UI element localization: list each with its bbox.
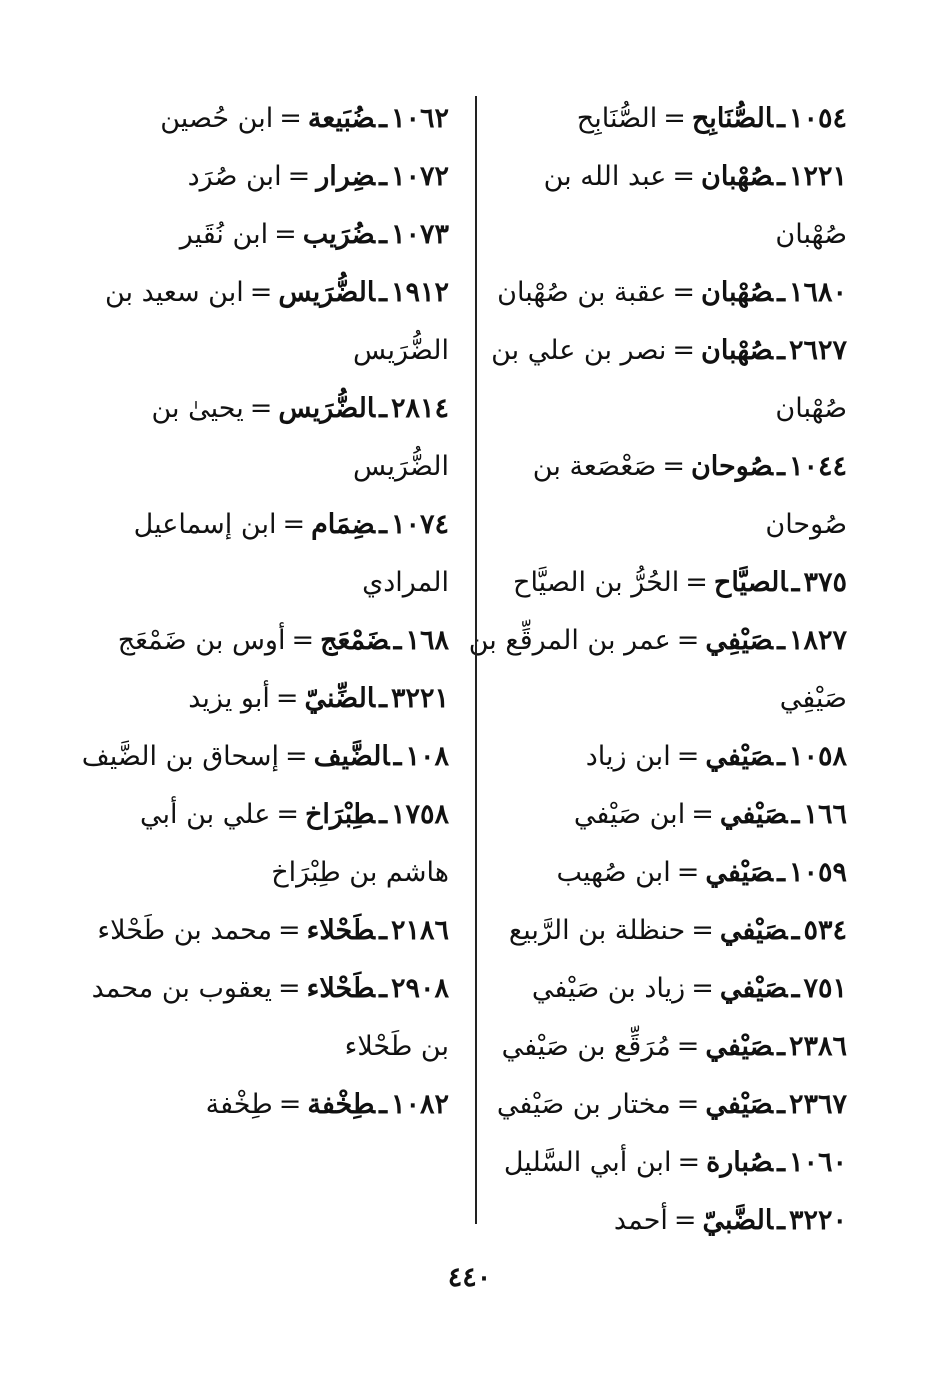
index-entry	[467, 148, 847, 264]
entry-full-name: مختار بن صَيْفي	[496, 1089, 671, 1120]
entry-headword: صَيْفي	[719, 799, 788, 830]
entry-dash: ـ	[777, 277, 785, 308]
index-entry	[467, 438, 847, 554]
entry-headword: الضَّيف	[313, 741, 390, 772]
entry-number: ٢٦٢٧	[788, 335, 847, 366]
entry-headword: صَيْفي	[705, 1031, 774, 1062]
index-entry	[467, 844, 847, 902]
entry-headword: صُهْبان	[701, 161, 774, 192]
entry-number: ٢٣٨٦	[788, 1031, 847, 1062]
entry-headword: صُبارة	[706, 1147, 774, 1178]
index-entry	[69, 960, 449, 1076]
index-entry	[69, 496, 449, 612]
entry-equals: =	[278, 973, 301, 1004]
entry-full-name: الصُّنَابِح	[576, 103, 658, 134]
entry-equals: =	[676, 1089, 700, 1120]
index-entry	[69, 786, 449, 902]
index-column-left	[69, 90, 449, 1134]
index-entry	[467, 902, 847, 960]
entry-full-name: محمد بن طَحْلاء	[97, 915, 273, 946]
entry-number: ١٠٥٩	[788, 857, 847, 888]
entry-dash: ـ	[379, 219, 387, 250]
entry-dash: ـ	[777, 857, 785, 888]
index-entry	[69, 380, 449, 496]
entry-full-name: ابن صُرَد	[187, 161, 282, 192]
entry-full-name: عبد الله بن صُهْبان	[543, 161, 847, 250]
entry-equals: =	[673, 1205, 697, 1236]
entry-headword: ضَمْعَج	[320, 625, 390, 656]
entry-dash: ـ	[777, 1147, 785, 1178]
entry-full-name: يعقوب بن محمد بن طَحْلاء	[91, 973, 449, 1062]
entry-dash: ـ	[379, 683, 387, 714]
index-entry	[69, 612, 449, 670]
entry-number: ١٧٥٨	[390, 799, 449, 830]
entry-headword: الضَّبيّ	[702, 1205, 774, 1236]
index-entry	[467, 554, 847, 612]
entry-dash: ـ	[791, 799, 800, 830]
entry-headword: صَيْفي	[705, 1089, 774, 1120]
entry-headword: الصيَّاح	[713, 567, 788, 598]
entry-equals: =	[691, 799, 714, 830]
entry-number: ١٠٦٢	[390, 103, 449, 134]
entry-headword: صَيْفي	[705, 857, 774, 888]
entry-dash: ـ	[393, 625, 402, 656]
entry-number: ١٠٥٤	[788, 103, 847, 134]
entry-number: ١٦٨	[405, 625, 449, 656]
entry-number: ٣٢٢١	[390, 683, 449, 714]
entry-equals: =	[691, 973, 714, 1004]
entry-dash: ـ	[777, 1089, 785, 1120]
entry-headword: الضُّرَيس	[278, 277, 376, 308]
entry-equals: =	[662, 451, 685, 482]
entry-headword: صَيْفي	[719, 915, 788, 946]
entry-headword: الضِّنيّ	[304, 683, 376, 714]
entry-full-name: صَعْصَعة بن صُوحان	[532, 451, 847, 540]
entry-equals: =	[672, 335, 695, 366]
entry-full-name: إسحاق بن الضَّيف	[81, 741, 279, 772]
entry-dash: ـ	[379, 509, 387, 540]
entry-equals: =	[677, 1147, 701, 1178]
entry-number: ١٠٦٠	[788, 1147, 847, 1178]
entry-full-name: نصر بن علي بن صُهْبان	[491, 335, 847, 424]
entry-headword: صُهْبان	[701, 335, 774, 366]
entry-dash: ـ	[379, 973, 387, 1004]
entry-headword: صَيْفِي	[705, 625, 774, 656]
entry-full-name: حنظلة بن الرَّبيع	[508, 915, 686, 946]
entry-dash: ـ	[379, 393, 387, 424]
entry-equals: =	[291, 625, 315, 656]
entry-number: ٣٧٥	[803, 567, 847, 598]
entry-number: ٧٥١	[803, 973, 847, 1004]
entry-equals: =	[685, 567, 708, 598]
entry-headword: ضِمَام	[311, 509, 376, 540]
entry-equals: =	[672, 161, 695, 192]
entry-full-name: زياد بن صَيْفي	[531, 973, 686, 1004]
entry-number: ٢١٨٦	[390, 915, 449, 946]
index-entry	[467, 1076, 847, 1134]
entry-full-name: طِخْفة	[205, 1089, 273, 1120]
entry-full-name: مُرَقِّع بن صَيْفي	[501, 1031, 671, 1062]
entry-full-name: ابن نُقَير	[179, 219, 269, 250]
index-entry	[467, 960, 847, 1018]
entry-number: ١٠٥٨	[788, 741, 847, 772]
entry-number: ٥٣٤	[803, 915, 847, 946]
entry-equals: =	[249, 277, 273, 308]
page-number: ٤٤٠	[447, 1262, 492, 1293]
entry-full-name: ابن أبي السَّليل	[503, 1147, 672, 1178]
entry-full-name: ابن صُهيب	[556, 857, 671, 888]
entry-headword: طَحْلاء	[306, 915, 376, 946]
entry-number: ١٨٢٧	[788, 625, 847, 656]
entry-full-name: عقبة بن صُهْبان	[497, 277, 667, 308]
entry-equals: =	[672, 277, 695, 308]
entry-dash: ـ	[777, 103, 785, 134]
entry-headword: طِخْفة	[307, 1089, 376, 1120]
index-entry	[467, 1018, 847, 1076]
entry-equals: =	[287, 161, 311, 192]
entry-number: ١٠٧٤	[390, 509, 449, 540]
entry-number: ١٦٦	[803, 799, 847, 830]
entry-dash: ـ	[379, 277, 387, 308]
entry-dash: ـ	[777, 161, 785, 192]
index-entry	[69, 1076, 449, 1134]
index-entry	[467, 1192, 847, 1250]
entry-equals: =	[276, 799, 299, 830]
entry-number: ١٠٧٢	[390, 161, 449, 192]
entry-headword: صَيْفي	[719, 973, 788, 1004]
entry-number: ١٠٤٤	[788, 451, 847, 482]
entry-equals: =	[279, 103, 302, 134]
entry-dash: ـ	[777, 625, 785, 656]
entry-number: ١٠٨	[405, 741, 449, 772]
entry-equals: =	[278, 1089, 302, 1120]
entry-equals: =	[275, 683, 299, 714]
index-entry	[69, 728, 449, 786]
entry-number: ١٦٨٠	[788, 277, 847, 308]
entry-equals: =	[249, 393, 273, 424]
entry-full-name: أوس بن ضَمْعَج	[117, 625, 286, 656]
entry-full-name: ابن صَيْفي	[573, 799, 686, 830]
entry-dash: ـ	[777, 1031, 785, 1062]
entry-headword: صَيْفي	[705, 741, 774, 772]
entry-number: ٢٩٠٨	[390, 973, 449, 1004]
entry-equals: =	[282, 509, 306, 540]
entry-full-name: يحيىٰ بن الضُّرَيس	[151, 393, 449, 482]
entry-number: ٣٢٢٠	[788, 1205, 847, 1236]
entry-number: ١٢٢١	[788, 161, 847, 192]
index-entry	[467, 264, 847, 322]
index-entry	[69, 902, 449, 960]
entry-full-name: عمر بن المرقِّع بن صَيْفِي	[468, 625, 847, 714]
entry-dash: ـ	[379, 161, 387, 192]
entry-equals: =	[676, 1031, 700, 1062]
entry-equals: =	[284, 741, 308, 772]
index-entry	[467, 1134, 847, 1192]
column-divider	[475, 96, 477, 1224]
entry-number: ٢٣٦٧	[788, 1089, 847, 1120]
entry-dash: ـ	[777, 1205, 785, 1236]
entry-full-name: ابن زياد	[585, 741, 671, 772]
index-entry	[69, 670, 449, 728]
entry-number: ١٩١٢	[390, 277, 449, 308]
entry-dash: ـ	[379, 799, 387, 830]
entry-equals: =	[691, 915, 714, 946]
entry-headword: طِبْرَاخ	[304, 799, 376, 830]
entry-equals: =	[278, 915, 301, 946]
index-entry	[69, 264, 449, 380]
entry-full-name: ابن حُصين	[160, 103, 274, 134]
index-entry	[467, 786, 847, 844]
entry-number: ١٠٨٢	[390, 1089, 449, 1120]
entry-headword: ضِرار	[316, 161, 376, 192]
entry-dash: ـ	[379, 103, 387, 134]
entry-headword: الضُّرَيس	[278, 393, 376, 424]
index-entry	[69, 206, 449, 264]
index-entry	[467, 612, 847, 728]
entry-headword: الصُّنَابِح	[691, 103, 774, 134]
entry-equals: =	[663, 103, 686, 134]
entry-dash: ـ	[393, 741, 402, 772]
index-entry	[69, 90, 449, 148]
entry-equals: =	[676, 741, 700, 772]
entry-dash: ـ	[791, 973, 800, 1004]
entry-dash: ـ	[379, 915, 387, 946]
entry-headword: صُهْبان	[701, 277, 774, 308]
entry-full-name: ابن سعيد بن الضُّرَيس	[104, 277, 449, 366]
entry-full-name: علي بن أبي هاشم بن طِبْرَاخ	[140, 799, 449, 888]
entry-dash: ـ	[791, 915, 800, 946]
entry-headword: ضُرَيب	[302, 219, 376, 250]
entry-dash: ـ	[791, 567, 800, 598]
index-entry	[467, 90, 847, 148]
entry-full-name: ابن إسماعيل المرادي	[133, 509, 449, 598]
entry-full-name: الحُرُّ بن الصيَّاح	[513, 567, 680, 598]
entry-headword: طَحْلاء	[306, 973, 376, 1004]
entry-headword: صُوحان	[690, 451, 774, 482]
entry-dash: ـ	[777, 335, 785, 366]
index-column-right	[467, 90, 847, 1250]
entry-headword: ضُبَيعة	[307, 103, 376, 134]
index-entry	[467, 728, 847, 786]
entry-dash: ـ	[777, 741, 785, 772]
index-entry	[467, 322, 847, 438]
entry-dash: ـ	[379, 1089, 387, 1120]
entry-equals: =	[676, 857, 700, 888]
entry-number: ٢٨١٤	[390, 393, 449, 424]
entry-equals: =	[274, 219, 297, 250]
entry-number: ١٠٧٣	[390, 219, 449, 250]
index-entry	[69, 148, 449, 206]
entry-full-name: أبو يزيد	[188, 683, 270, 714]
entry-full-name: أحمد	[613, 1205, 668, 1236]
entry-dash: ـ	[777, 451, 785, 482]
entry-equals: =	[676, 625, 700, 656]
